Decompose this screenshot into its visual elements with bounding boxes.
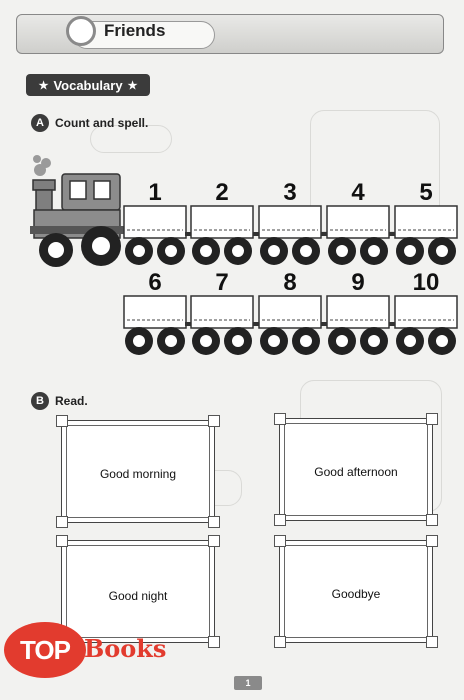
card-corner-ornament [208, 535, 220, 547]
train-wheel [192, 237, 220, 265]
train-number-label: 8 [283, 269, 297, 296]
read-card-text: Good afternoon [314, 465, 398, 479]
locomotive [30, 174, 124, 267]
train-wheel [360, 327, 388, 355]
section-a-badge: A [31, 114, 49, 132]
logo-books-text: Books [84, 634, 167, 663]
train-wheel [224, 327, 252, 355]
read-card [279, 540, 433, 643]
train-wheel [125, 237, 153, 265]
train-wheel [157, 327, 185, 355]
train-wheel [360, 237, 388, 265]
card-corner-ornament [274, 514, 286, 526]
train-car [185, 269, 253, 355]
read-card [61, 420, 215, 523]
train-wheel [192, 327, 220, 355]
section-b-badge: B [31, 392, 49, 410]
train-number-label: 3 [283, 179, 297, 206]
vocabulary-label: Vocabulary [53, 77, 123, 93]
card-corner-ornament [426, 636, 438, 648]
train-car [124, 179, 186, 265]
train-number-label: 5 [419, 179, 433, 206]
card-corner-ornament [274, 535, 286, 547]
card-corner-ornament [208, 516, 220, 528]
train-wheel [328, 237, 356, 265]
logo-top-text: TOP [4, 622, 86, 678]
section-b-instruction: Read. [55, 394, 88, 408]
card-corner-ornament [426, 413, 438, 425]
train-wheel [428, 327, 456, 355]
train-wheel [428, 237, 456, 265]
train-number-label: 9 [351, 269, 365, 296]
read-card [279, 418, 433, 521]
train-wheel [396, 237, 424, 265]
card-corner-ornament [274, 636, 286, 648]
train-car [253, 269, 321, 355]
train-car [124, 269, 186, 355]
train-number-label: 10 [412, 269, 440, 296]
train-wheel [292, 237, 320, 265]
train-car [389, 269, 457, 355]
page-number: 1 [234, 676, 262, 690]
card-corner-ornament [208, 415, 220, 427]
train-number-label: 7 [215, 269, 229, 296]
card-corner-ornament [426, 535, 438, 547]
train-car [389, 179, 457, 265]
train-wheel [157, 237, 185, 265]
train-car [253, 179, 321, 265]
train-number-label: 6 [148, 269, 162, 296]
train-wheel [396, 327, 424, 355]
train-wheel [125, 327, 153, 355]
read-card-text: Good night [108, 589, 168, 603]
smoke-puff [34, 164, 46, 176]
section-a-instruction: Count and spell. [55, 116, 149, 130]
star-icon: ★ [127, 79, 138, 92]
section-b-heading [31, 392, 88, 410]
card-corner-ornament [56, 516, 68, 528]
card-corner-ornament [426, 514, 438, 526]
smoke-puff [33, 155, 41, 163]
card-corner-ornament [274, 413, 286, 425]
star-icon: ★ [38, 79, 49, 92]
train-car [185, 179, 253, 265]
train-number-label: 4 [351, 179, 365, 206]
train-number-label: 1 [148, 179, 162, 206]
topbooks-logo [4, 622, 184, 678]
card-corner-ornament [56, 535, 68, 547]
card-corner-ornament [56, 415, 68, 427]
read-card-text: Goodbye [331, 587, 381, 601]
train-number-label: 2 [215, 179, 229, 206]
read-card-text: Good morning [99, 467, 177, 481]
train-car [321, 179, 389, 265]
train-wheel [224, 237, 252, 265]
card-corner-ornament [208, 636, 220, 648]
train-wheel [260, 237, 288, 265]
train-wheel [260, 327, 288, 355]
train-car [321, 269, 389, 355]
page-title: Friends [104, 21, 166, 40]
train-wheel [292, 327, 320, 355]
train-wheel [328, 327, 356, 355]
